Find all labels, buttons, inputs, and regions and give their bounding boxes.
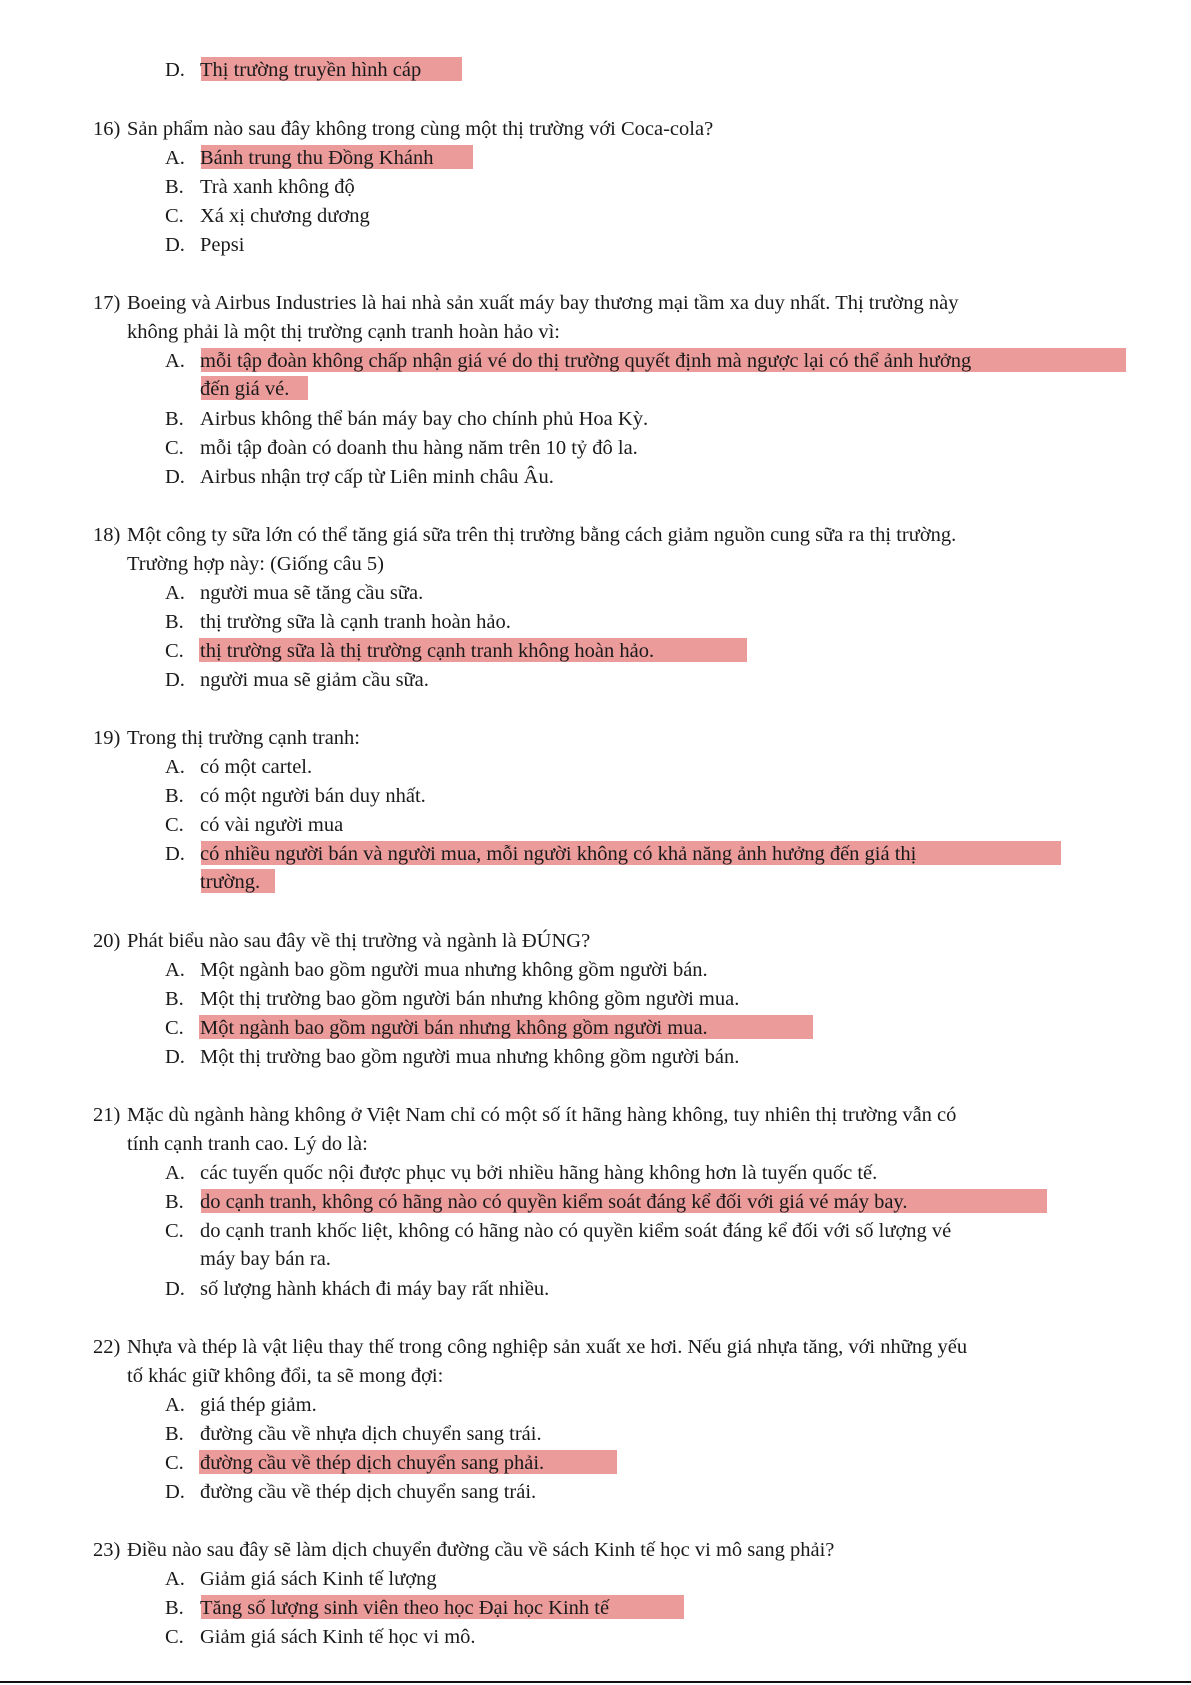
option-letter: D. bbox=[165, 466, 185, 488]
question-text: Sản phẩm nào sau đây không trong cùng một thị trường với Coca-cola? bbox=[127, 118, 714, 140]
option-text: Thị trường truyền hình cáp bbox=[200, 59, 422, 81]
question-text: Điều nào sau đây sẽ làm dịch chuyển đường cầu về sách Kinh tế học vi mô sang phải? bbox=[127, 1539, 835, 1561]
option-text: Một thị trường bao gồm người bán nhưng không gồm người mua. bbox=[200, 988, 740, 1010]
option-text-continued: trường. bbox=[200, 871, 261, 893]
option-letter: C. bbox=[165, 1220, 184, 1242]
option-text: Trà xanh không độ bbox=[200, 176, 355, 198]
question-text: Mặc dù ngành hàng không ở Việt Nam chỉ có một số ít hãng hàng không, tuy nhiên thị trường vẫn có bbox=[127, 1104, 957, 1126]
option-letter: A. bbox=[165, 959, 185, 981]
option-letter: D. bbox=[165, 1481, 185, 1503]
question-stem bbox=[93, 725, 360, 751]
option-text: Bánh trung thu Đồng Khánh bbox=[200, 147, 434, 169]
option-letter: D. bbox=[165, 843, 185, 865]
option-text: Một ngành bao gồm người mua nhưng không gồm người bán. bbox=[200, 959, 708, 981]
option-text: Airbus không thể bán máy bay cho chính phủ Hoa Kỳ. bbox=[200, 408, 649, 430]
question-stem-continued: không phải là một thị trường cạnh tranh hoàn hảo vì: bbox=[127, 321, 561, 343]
question-text: Boeing và Airbus Industries là hai nhà sản xuất máy bay thương mại tầm xa duy nhất. Thị trường này bbox=[127, 292, 959, 314]
question-stem bbox=[93, 1102, 956, 1128]
option-letter: C. bbox=[165, 814, 184, 836]
page-bottom-rule bbox=[0, 1681, 1191, 1683]
option-text-continued: đến giá vé. bbox=[200, 378, 290, 400]
option-letter: B. bbox=[165, 1597, 184, 1619]
option-text: giá thép giảm. bbox=[200, 1394, 317, 1416]
option-letter: D. bbox=[165, 234, 185, 256]
option-text: thị trường sữa là cạnh tranh hoàn hảo. bbox=[200, 611, 511, 633]
option-letter: B. bbox=[165, 176, 184, 198]
question-stem-continued: tính cạnh tranh cao. Lý do là: bbox=[127, 1133, 368, 1155]
question-number: 16) bbox=[93, 118, 121, 140]
option-text: Xá xị chương dương bbox=[200, 205, 370, 227]
option-letter: C. bbox=[165, 437, 184, 459]
option-text: người mua sẽ giảm cầu sữa. bbox=[200, 669, 429, 691]
option-text: có nhiều người bán và người mua, mỗi người không có khả năng ảnh hưởng đến giá thị bbox=[200, 843, 917, 865]
option-letter: B. bbox=[165, 1191, 184, 1213]
question-stem bbox=[93, 522, 956, 548]
option-text: các tuyến quốc nội được phục vụ bởi nhiều hãng hàng không hơn là tuyến quốc tế. bbox=[200, 1162, 878, 1184]
option-text: Giảm giá sách Kinh tế học vi mô. bbox=[200, 1626, 476, 1648]
option-letter: B. bbox=[165, 785, 184, 807]
option-text: mỗi tập đoàn có doanh thu hàng năm trên 10 tỷ đô la. bbox=[200, 437, 638, 459]
option-text: đường cầu về nhựa dịch chuyển sang trái. bbox=[200, 1423, 542, 1445]
option-text: Airbus nhận trợ cấp từ Liên minh châu Âu. bbox=[200, 466, 554, 488]
question-stem bbox=[93, 116, 713, 142]
question-number: 20) bbox=[93, 930, 121, 952]
option-text: có một người bán duy nhất. bbox=[200, 785, 426, 807]
option-text: do cạnh tranh khốc liệt, không có hãng nào có quyền kiểm soát đáng kể đối với số lượng vé bbox=[200, 1220, 952, 1242]
option-text: mỗi tập đoàn không chấp nhận giá vé do thị trường quyết định mà ngược lại có thể ảnh hưởng bbox=[200, 350, 972, 372]
option-text: đường cầu về thép dịch chuyển sang trái. bbox=[200, 1481, 537, 1503]
question-text: Một công ty sữa lớn có thể tăng giá sữa trên thị trường bằng cách giảm nguồn cung sữa ra thị trường. bbox=[127, 524, 957, 546]
option-letter: B. bbox=[165, 988, 184, 1010]
question-stem bbox=[93, 1537, 834, 1563]
question-stem bbox=[93, 290, 958, 316]
option-letter: D. bbox=[165, 59, 185, 81]
question-stem-continued: tố khác giữ không đổi, ta sẽ mong đợi: bbox=[127, 1365, 444, 1387]
option-text: người mua sẽ tăng cầu sữa. bbox=[200, 582, 424, 604]
option-letter: A. bbox=[165, 1394, 185, 1416]
question-number: 18) bbox=[93, 524, 121, 546]
option-letter: A. bbox=[165, 1162, 185, 1184]
option-letter: C. bbox=[165, 640, 184, 662]
option-text-continued: máy bay bán ra. bbox=[200, 1248, 331, 1270]
option-text: có một cartel. bbox=[200, 756, 313, 778]
option-letter: C. bbox=[165, 205, 184, 227]
option-letter: A. bbox=[165, 582, 185, 604]
question-stem bbox=[93, 928, 590, 954]
option-letter: D. bbox=[165, 669, 185, 691]
option-letter: A. bbox=[165, 147, 185, 169]
option-letter: C. bbox=[165, 1452, 184, 1474]
option-letter: B. bbox=[165, 408, 184, 430]
option-letter: B. bbox=[165, 611, 184, 633]
option-letter: A. bbox=[165, 756, 185, 778]
option-text: Pepsi bbox=[200, 234, 245, 256]
option-letter: A. bbox=[165, 1568, 185, 1590]
option-text: thị trường sữa là thị trường cạnh tranh không hoàn hảo. bbox=[200, 640, 655, 662]
question-number: 23) bbox=[93, 1539, 121, 1561]
option-text: số lượng hành khách đi máy bay rất nhiều. bbox=[200, 1278, 550, 1300]
question-text: Trong thị trường cạnh tranh: bbox=[127, 727, 361, 749]
question-number: 21) bbox=[93, 1104, 121, 1126]
option-letter: C. bbox=[165, 1626, 184, 1648]
question-number: 17) bbox=[93, 292, 121, 314]
option-text: Giảm giá sách Kinh tế lượng bbox=[200, 1568, 437, 1590]
option-text: đường cầu về thép dịch chuyển sang phải. bbox=[200, 1452, 545, 1474]
option-text: có vài người mua bbox=[200, 814, 344, 836]
question-stem bbox=[93, 1334, 967, 1360]
question-number: 22) bbox=[93, 1336, 121, 1358]
option-text: Một thị trường bao gồm người mua nhưng không gồm người bán. bbox=[200, 1046, 740, 1068]
question-text: Phát biểu nào sau đây về thị trường và ngành là ĐÚNG? bbox=[127, 930, 591, 952]
option-letter: D. bbox=[165, 1046, 185, 1068]
option-letter: A. bbox=[165, 350, 185, 372]
option-letter: D. bbox=[165, 1278, 185, 1300]
question-text: Nhựa và thép là vật liệu thay thế trong công nghiệp sản xuất xe hơi. Nếu giá nhựa tăng, với những yếu bbox=[127, 1336, 968, 1358]
option-letter: B. bbox=[165, 1423, 184, 1445]
question-number: 19) bbox=[93, 727, 121, 749]
option-text: do cạnh tranh, không có hãng nào có quyền kiểm soát đáng kể đối với giá vé máy bay. bbox=[200, 1191, 908, 1213]
option-text: Tăng số lượng sinh viên theo học Đại học Kinh tế bbox=[200, 1597, 610, 1619]
question-stem-continued: Trường hợp này: (Giống câu 5) bbox=[127, 553, 384, 575]
option-text: Một ngành bao gồm người bán nhưng không gồm người mua. bbox=[200, 1017, 708, 1039]
option-letter: C. bbox=[165, 1017, 184, 1039]
